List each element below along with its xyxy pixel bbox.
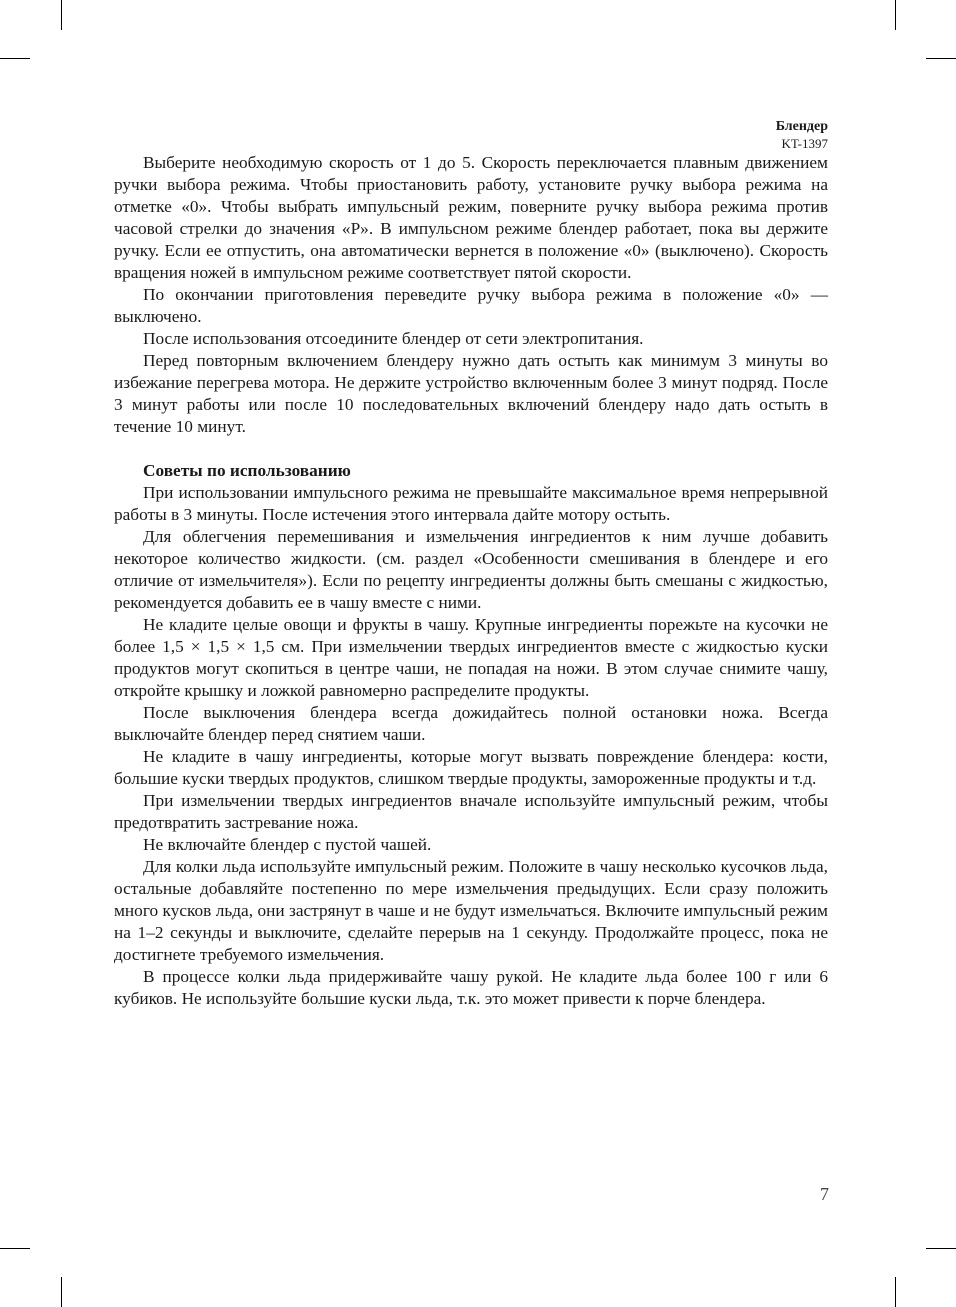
running-header — [776, 118, 828, 152]
crop-mark-bottom-right-vertical — [895, 1277, 896, 1307]
paragraph: При использовании импульсного режима не превышайте максимальное время непрерывной работы в 3 минуты. После истечения этого интервала дайте мотору остыть. — [114, 483, 828, 524]
page-content — [114, 152, 828, 1010]
paragraph: В процессе колки льда придерживайте чашу рукой. Не кладите льда более 100 г или 6 кубиков. Не используйте большие куски льда, т.к. это может привести к порче блендера. — [114, 967, 828, 1008]
page-number: 7 — [820, 1184, 829, 1204]
crop-mark-bottom-right-horizontal — [926, 1248, 956, 1249]
header-title: Блендер — [775, 119, 828, 134]
crop-mark-bottom-left-horizontal — [0, 1248, 30, 1249]
paragraph: Не кладите в чашу ингредиенты, которые могут вызвать повреждение блендера: кости, большие куски твердых продуктов, слишком твердые продукты, замороженные продукты и т.д. — [114, 747, 828, 788]
paragraph: Для колки льда используйте импульсный режим. Положите в чашу несколько кусочков льда, остальные добавляйте постепенно по мере измельчения предыдущих. Если сразу положить много кусков льда, они застрянут в чаше и не будут измельчаться. Включите импульсный режим на 1–2 секунды и выключите, сделайте перерыв на 1 секунду. Продолжайте процесс, пока не достигнете требуемого измельчения. — [114, 857, 828, 964]
crop-mark-top-left-vertical — [61, 0, 62, 30]
crop-mark-top-left-horizontal — [0, 58, 30, 59]
paragraph: После использования отсоедините блендер от сети электропитания. — [143, 329, 644, 348]
paragraph: При измельчении твердых ингредиентов вначале используйте импульсный режим, чтобы предотвратить застревание ножа. — [114, 791, 828, 832]
section-heading: Советы по использованию — [143, 461, 351, 480]
crop-mark-top-right-horizontal — [926, 58, 956, 59]
paragraph: По окончании приготовления переведите ручку выбора режима в положение «0» — выключено. — [114, 285, 828, 326]
paragraph: Не кладите целые овощи и фрукты в чашу. Крупные ингредиенты порежьте на кусочки не более 1,5 × 1,5 × 1,5 см. При измельчении твердых ингредиентов вместе с жидкостью куски продуктов могут скопиться в центре чаши, не попадая на ножи. В этом случае снимите чашу, откройте крышку и ложкой равномерно распределите продукты. — [114, 615, 828, 700]
paragraph: После выключения блендера всегда дожидайтесь полной остановки ножа. Всегда выключайте блендер перед снятием чаши. — [114, 703, 828, 744]
crop-mark-bottom-left-vertical — [61, 1277, 62, 1307]
paragraph: Перед повторным включением блендеру нужно дать остыть как минимум 3 минуты во избежание перегрева мотора. Не держите устройство включенным более 3 минут подряд. После 3 минут работы или после 10 последовательных включений блендеру надо дать остыть в течение 10 минут. — [114, 351, 828, 436]
crop-mark-top-right-vertical — [895, 0, 896, 30]
header-model: KT-1397 — [781, 136, 828, 151]
paragraph: Не включайте блендер с пустой чашей. — [143, 835, 432, 854]
paragraph: Для облегчения перемешивания и измельчения ингредиентов к ним лучше добавить некоторое количество жидкости. (см. раздел «Особенности смешивания в блендере и его отличие от измельчителя»). Если по рецепту ингредиенты должны быть смешаны с жидкостью, рекомендуется добавить ее в чашу вместе с ними. — [114, 527, 828, 612]
paragraph: Выберите необходимую скорость от 1 до 5. Скорость переключается плавным движением ручки выбора режима. Чтобы приостановить работу, установите ручку выбора режима на отметке «0». Чтобы выбрать импульсный режим, поверните ручку выбора режима против часовой стрелки до значения «P». В импульсном режиме блендер работает, пока вы держите ручку. Если ее отпустить, она автоматически вернется в положение «0» (выключено). Скорость вращения ножей в импульсном режиме соответствует пятой скорости. — [114, 153, 828, 282]
